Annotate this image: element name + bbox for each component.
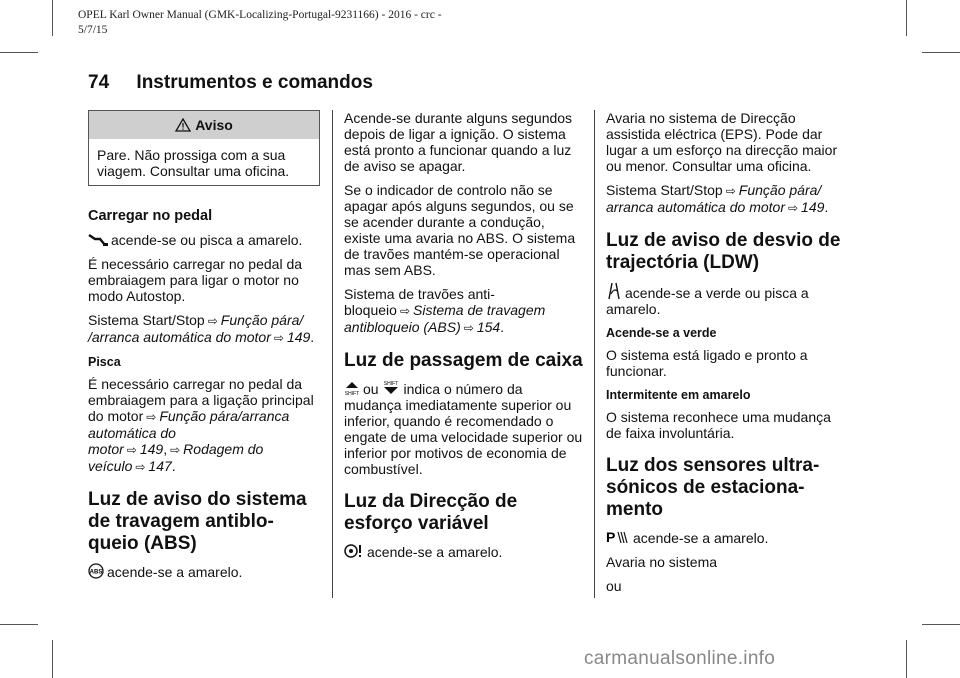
abs-paragraph-1: Acende-se durante alguns segundos depois de ligar a ignição. O sistema está pronto a funcionar quando a luz de aviso se apagar. <box>344 110 573 174</box>
page-reference[interactable]: 147 <box>148 458 172 474</box>
reference-arrow-icon: ⇨ <box>126 443 137 457</box>
pedal-indicator-line: acende-se ou pisca a amarelo. <box>88 232 320 248</box>
ou-text: ou <box>606 578 622 594</box>
cross-reference-link[interactable]: Sistema de travagem antibloqueio (ABS) <box>344 302 546 335</box>
eps-paragraph: Avaria no sistema de Direcção assistida eléctrica (EPS). Pode dar lugar a um esforço na direcção maior ou menor. Consultar uma oficina. <box>606 110 838 174</box>
avaria-text: Avaria no sistema <box>606 554 718 570</box>
pedal-paragraph-1: É necessário carregar no pedal da embraiagem para ligar o motor no modo Autostop. <box>88 256 303 304</box>
reference-arrow-icon: ⇨ <box>207 314 218 328</box>
section-title: Instrumentos e comandos <box>136 72 373 93</box>
clutch-pedal-icon <box>88 233 108 247</box>
crop-mark <box>922 624 960 625</box>
page-header <box>88 72 373 94</box>
column-3 <box>606 110 842 602</box>
cross-reference-link[interactable]: Função pára/ /arranca automática do motor <box>88 312 304 345</box>
verde-paragraph: O sistema está ligado e pronto a funcionar. <box>606 347 808 379</box>
pisca-paragraph: É necessário carregar no pedal da embraiagem para a ligação principal do motor ⇨ Função pára/arranca automática do motor ⇨ 149, ⇨ Rodagem do veículo ⇨ 147. <box>88 376 314 474</box>
reference-arrow-icon: ⇨ <box>170 443 181 457</box>
amarelo-paragraph: O sistema reconhece uma mudança de faixa involuntária. <box>606 409 831 441</box>
shift-down-icon <box>382 380 400 396</box>
reference-arrow-icon: ⇨ <box>787 201 799 215</box>
column-1 <box>88 110 320 588</box>
crop-mark <box>0 52 38 53</box>
meta-line-2: 5/7/15 <box>78 24 108 36</box>
svg-text:SHIFT: SHIFT <box>344 391 360 396</box>
eps-reference: Sistema Start/Stop ⇨ Função pára/ arranca automática do motor ⇨ 149. <box>606 182 829 215</box>
warning-box <box>88 110 320 186</box>
reference-arrow-icon: ⇨ <box>146 410 157 424</box>
column-2 <box>344 110 584 568</box>
abs-indicator-line: ABS acende-se a amarelo. <box>89 564 243 580</box>
heading-parking-sensors: Luz dos sensores ultra- sónicos de estaciona- mento <box>606 455 820 520</box>
warning-header <box>89 111 319 139</box>
svg-text:SHIFT: SHIFT <box>384 381 399 387</box>
reference-arrow-icon: ⇨ <box>725 184 736 198</box>
column-divider <box>594 110 595 598</box>
page-reference[interactable]: 149 <box>139 441 164 457</box>
parking-indicator-line: P acende-se a amarelo. <box>606 529 769 546</box>
heading-abs-warning: Luz de aviso do sistema de travagem antiblo- queio (ABS) <box>88 489 307 554</box>
watermark: carmanualsonline.info <box>584 648 776 669</box>
reference-arrow-icon: ⇨ <box>135 460 146 474</box>
gear-shift-paragraph: SHIFT ou SHIFT indica o número da mudança imediatamente superior ou inferior, quando é recomendado o engate de uma velocidade superior ou inferior por motivos de economia de combustível. <box>344 381 583 477</box>
document-meta <box>78 8 442 38</box>
crop-mark <box>52 0 53 36</box>
svg-text:ABS: ABS <box>89 569 103 576</box>
heading-variable-steering: Luz da Direcção de esforço variável <box>344 491 518 534</box>
heading-gear-shift: Luz de passagem de caixa <box>344 350 583 371</box>
heading-ldw: Luz de aviso de desvio de trajectória (LDW) <box>606 230 841 273</box>
crop-mark <box>922 52 960 53</box>
heading-verde: Acende-se a verde <box>606 326 717 340</box>
abs-paragraph-2: Se o indicador de controlo não se apagar após alguns segundos, ou se se acender durante a condução, existe uma avaria no ABS. O sistema de travões mantém-se operacional mas sem ABS. <box>344 182 576 278</box>
heading-pisca: Pisca <box>88 355 121 369</box>
meta-line-1: OPEL Karl Owner Manual (GMK-Localizing-Portugal-9231166) - 2016 - crc - <box>78 9 442 21</box>
cross-reference-link[interactable]: Função pára/ arranca automática do motor <box>606 182 822 215</box>
abs-paragraph-3: Sistema de travões anti-bloqueio ⇨ Sistema de travagem antibloqueio (ABS) ⇨ 154. <box>344 286 546 335</box>
steering-indicator-line: acende-se a amarelo. <box>344 543 584 560</box>
warning-title: Aviso <box>195 117 233 133</box>
ldw-indicator-line: acende-se a verde ou pisca a amarelo. <box>606 282 842 317</box>
crop-mark <box>906 640 907 678</box>
cross-reference-link[interactable]: Rodagem do veículo <box>88 441 264 474</box>
heading-amarelo: Intermitente em amarelo <box>606 388 751 402</box>
page-number: 74 <box>88 72 110 93</box>
warning-text: Pare. Não prossiga com a sua viagem. Consultar uma oficina. <box>97 147 290 179</box>
reference-arrow-icon: ⇨ <box>399 304 410 318</box>
cross-reference-link[interactable]: Função pára/arranca automática do motor <box>88 408 290 457</box>
page-reference[interactable]: 154 <box>476 319 501 335</box>
page-reference[interactable]: 149 <box>286 329 311 345</box>
crop-mark <box>52 640 53 678</box>
parking-sensor-icon <box>606 529 630 545</box>
abs-icon <box>88 563 104 579</box>
reference-arrow-icon: ⇨ <box>463 321 474 335</box>
shift-up-icon <box>344 380 360 396</box>
heading-carregar-pedal: Carregar no pedal <box>88 208 213 224</box>
svg-text:P: P <box>606 529 616 545</box>
column-divider <box>332 110 333 598</box>
steering-wheel-warning-icon <box>344 543 364 559</box>
crop-mark <box>906 0 907 36</box>
reference-arrow-icon: ⇨ <box>273 331 284 345</box>
crop-mark <box>0 624 38 625</box>
pedal-paragraph-2: Sistema Start/Stop ⇨ Função pára/ /arranca automática do motor ⇨ 149. <box>88 312 315 345</box>
page-reference[interactable]: 149 <box>801 199 825 215</box>
warning-triangle-icon <box>175 118 191 132</box>
lane-departure-icon <box>606 282 622 300</box>
